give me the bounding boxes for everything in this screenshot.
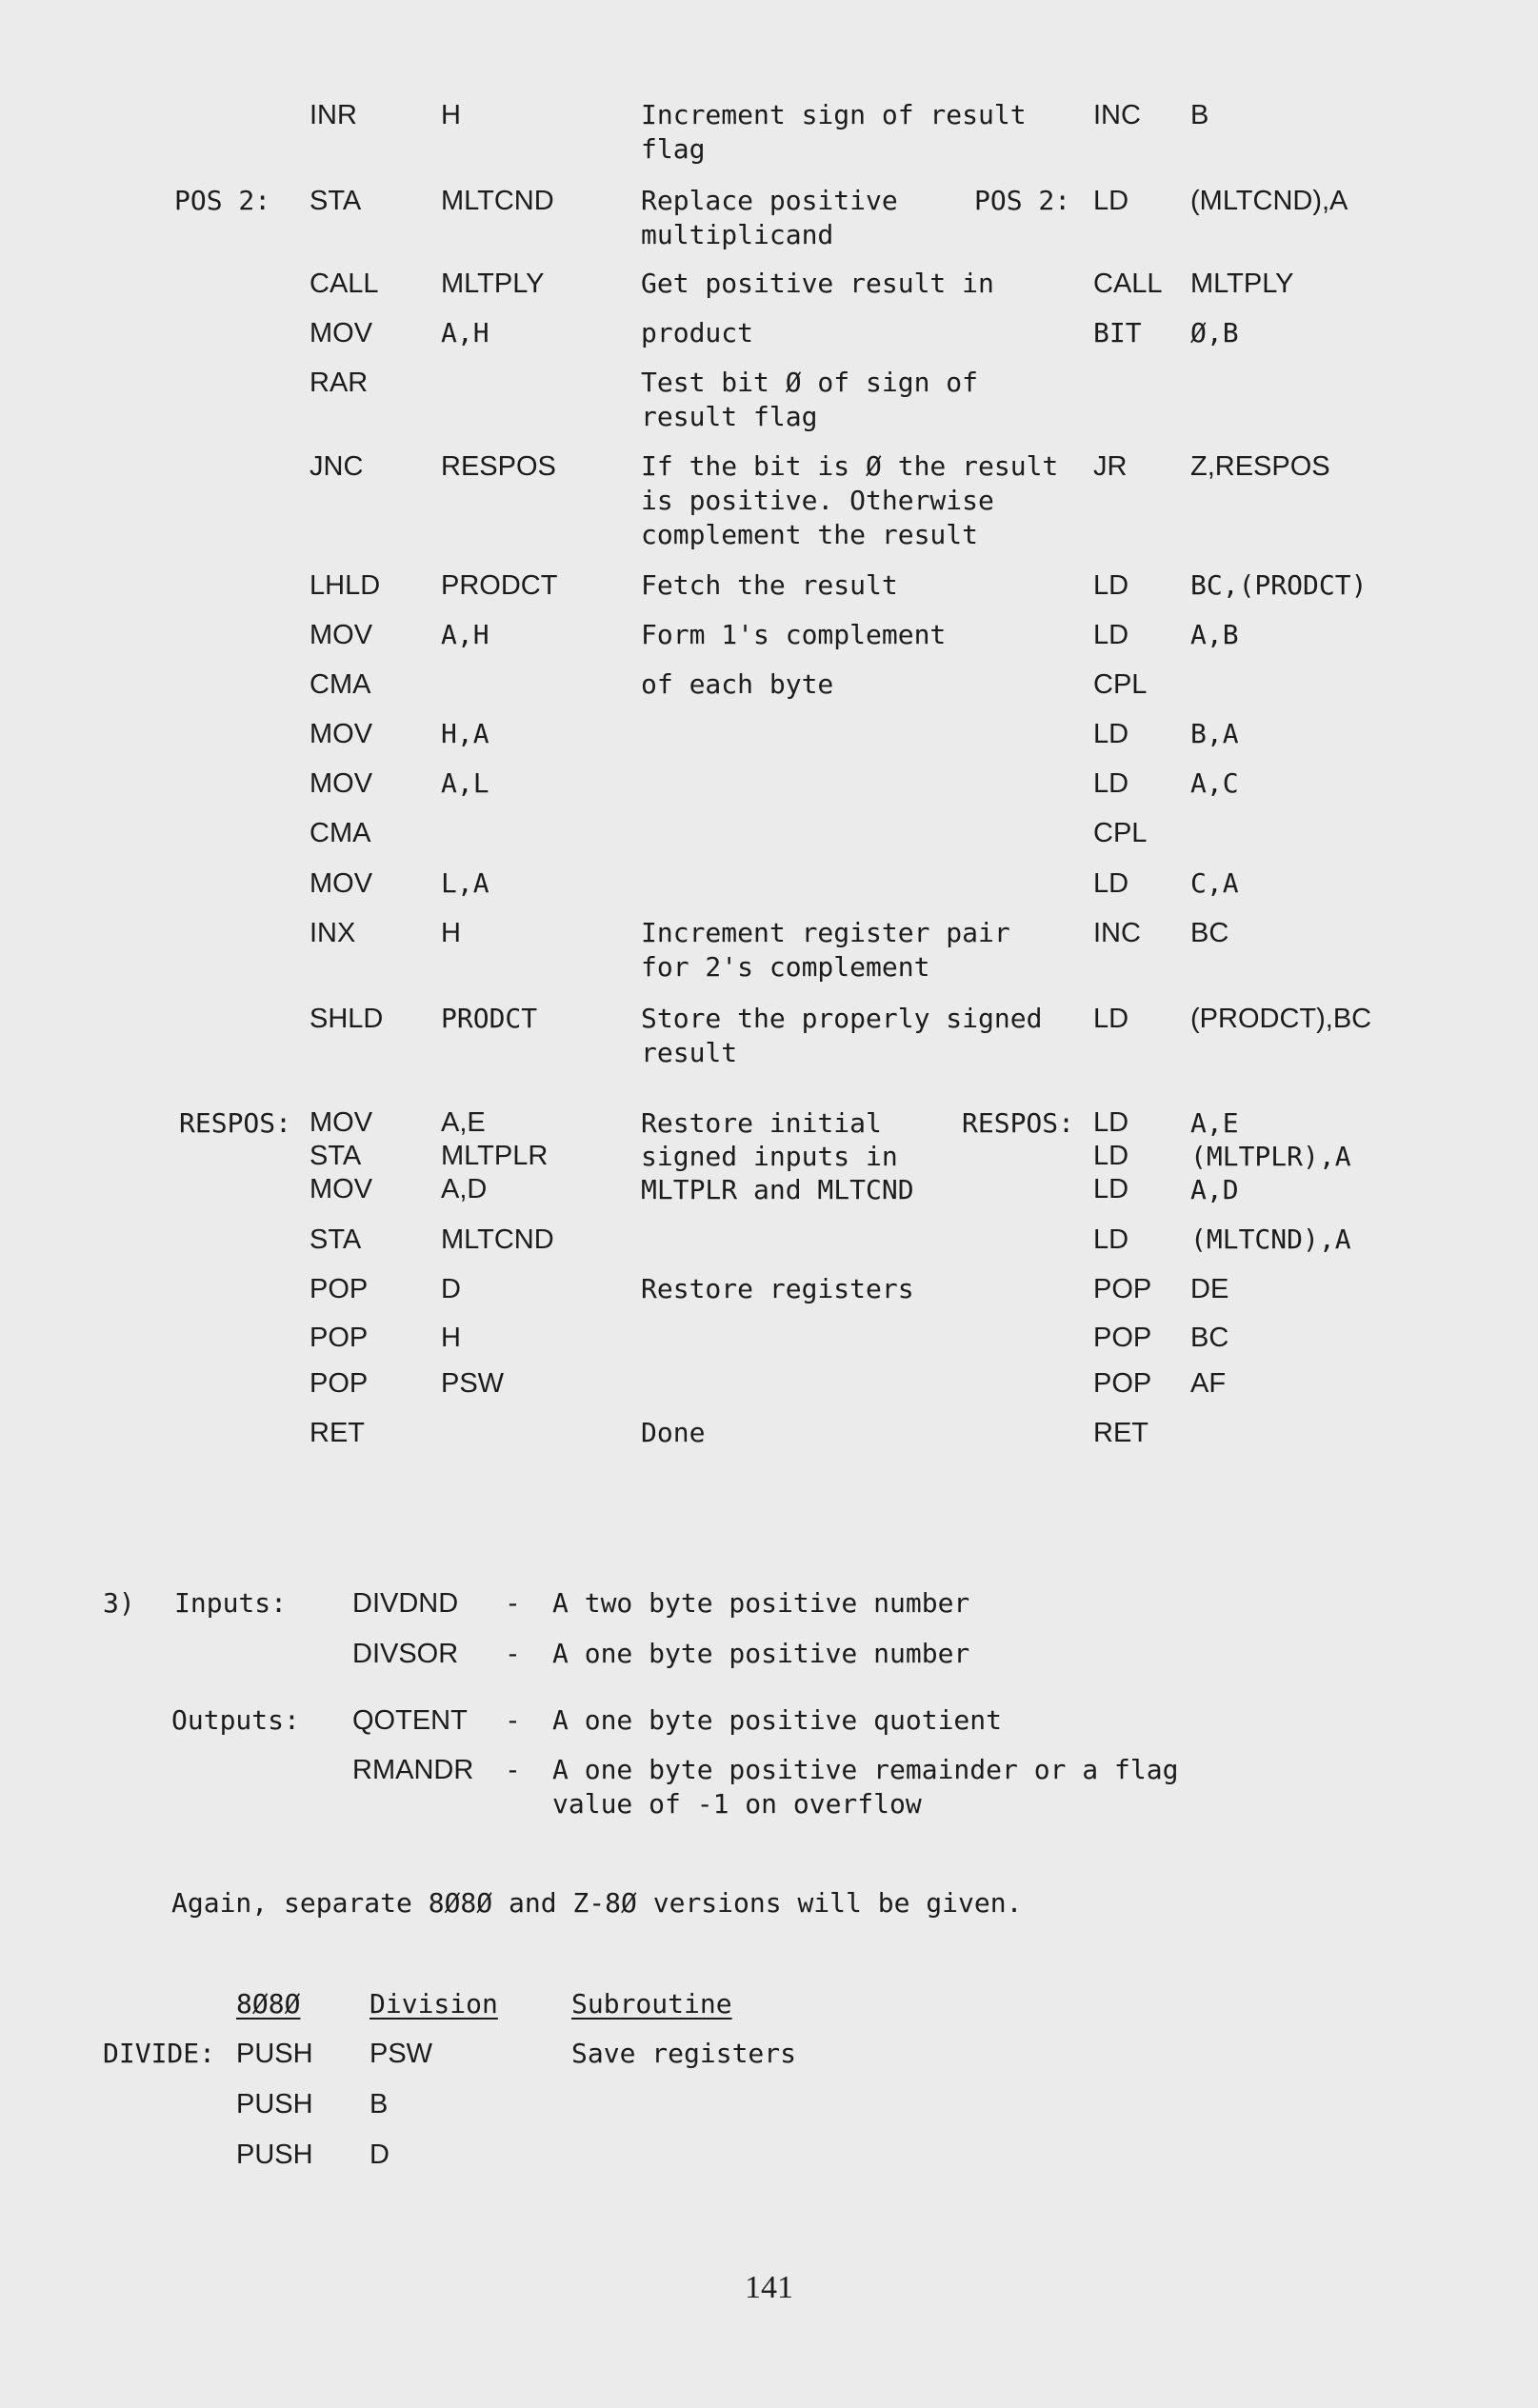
comment: If the bit is Ø the result is positive. Otherwise complement the result — [641, 450, 1059, 550]
opcode-8080: PUSH — [236, 2139, 313, 2170]
operand-z80: C,A — [1190, 867, 1239, 899]
opcode-8080: MOV — [310, 318, 373, 348]
opcode-8080: STA — [310, 186, 362, 216]
opcode-z80: POP — [1093, 1274, 1152, 1304]
operand-8080: A,E MLTPLR A,D — [441, 1107, 549, 1204]
label-8080: POS 2: — [174, 185, 271, 216]
opcode-z80: CALL — [1093, 269, 1163, 299]
operand-z80: (MLTCND),A — [1190, 1224, 1351, 1255]
comment: Store the properly signed result — [641, 1003, 1043, 1068]
listing-row — [0, 916, 1538, 992]
opcode-z80: CPL — [1093, 669, 1148, 700]
comment: Fetch the result — [641, 569, 898, 601]
listing-row — [0, 449, 1538, 550]
operand-z80: A,B — [1190, 619, 1239, 650]
opcode-z80: LD — [1093, 1224, 1129, 1255]
operand-8080: MLTCND — [441, 1224, 554, 1255]
comment: Form 1's complement — [641, 619, 947, 650]
comment: Increment register pair for 2's complement — [641, 917, 1010, 983]
opcode-z80: INC — [1093, 100, 1141, 130]
outputs-label: Outputs: — [171, 1704, 300, 1736]
opcode-8080: RAR — [310, 368, 369, 398]
operand-z80: A,C — [1190, 767, 1239, 799]
listing-row — [0, 1002, 1538, 1078]
operand-8080: PRODCT — [441, 1003, 538, 1034]
opcode-8080: PUSH — [236, 2089, 313, 2119]
opcode-8080: MOV — [310, 719, 373, 749]
operand-8080: PSW — [370, 2039, 433, 2069]
listing-row — [0, 1106, 1538, 1211]
operand-8080: MLTPLY — [441, 269, 545, 299]
comment: Restore registers — [641, 1273, 914, 1304]
operand-8080: L,A — [441, 867, 489, 899]
opcode-8080: STA — [310, 1224, 362, 1255]
label-8080: DIVIDE: — [103, 2038, 216, 2069]
operand-8080: H — [441, 100, 461, 130]
operand-z80: B,A — [1190, 718, 1239, 749]
operand-8080: RESPOS — [441, 451, 556, 482]
input-name: DIVSOR — [352, 1639, 459, 1669]
label-z80: POS 2: — [974, 185, 1071, 216]
dash: - — [505, 1638, 521, 1669]
label-z80: RESPOS: — [962, 1107, 1075, 1139]
opcode-z80: CPL — [1093, 818, 1148, 848]
opcode-z80: INC — [1093, 918, 1141, 948]
operand-z80: (PRODCT),BC — [1190, 1004, 1372, 1034]
comment: Save registers — [571, 2038, 797, 2069]
comment: of each byte — [641, 668, 834, 700]
input-name: DIVDND — [352, 1588, 459, 1619]
comment: Test bit Ø of sign of result flag — [641, 367, 979, 432]
output-description: A one byte positive remainder or a flag value of -1 on overflow — [552, 1754, 1179, 1820]
operand-8080: D — [441, 1274, 461, 1304]
comment: Get positive result in — [641, 268, 994, 299]
opcode-8080: SHLD — [310, 1004, 384, 1034]
operand-z80: DE — [1190, 1274, 1229, 1304]
dash: - — [505, 1587, 521, 1619]
dash: - — [505, 1704, 521, 1736]
operand-8080: H,A — [441, 718, 489, 749]
comment: Restore initial signed inputs in MLTPLR and MLTCND — [641, 1107, 914, 1205]
opcode-8080: POP — [310, 1323, 369, 1353]
operand-z80: A,E (MLTPLR),A A,D — [1190, 1107, 1351, 1205]
heading-subroutine: Subroutine — [571, 1988, 732, 2020]
opcode-z80: LD LD LD — [1093, 1107, 1129, 1204]
operand-z80: BC — [1190, 1323, 1229, 1353]
operand-8080: D — [370, 2139, 389, 2170]
operand-z80: Ø,B — [1190, 317, 1239, 348]
opcode-z80: LD — [1093, 186, 1129, 216]
opcode-z80: LD — [1093, 1004, 1129, 1034]
opcode-8080: CMA — [310, 818, 371, 848]
opcode-z80: JR — [1093, 451, 1128, 482]
listing-row — [0, 1416, 1538, 1492]
opcode-8080: MOV — [310, 620, 373, 650]
operand-8080: MLTCND — [441, 186, 554, 216]
opcode-8080: CMA — [310, 669, 371, 700]
heading-8080: 8Ø8Ø — [236, 1988, 301, 2020]
operand-8080: A,H — [441, 619, 489, 650]
operand-8080: A,H — [441, 317, 489, 348]
listing-row — [0, 184, 1538, 260]
operand-8080: B — [370, 2089, 389, 2119]
operand-z80: MLTPLY — [1190, 269, 1294, 299]
listing-row — [0, 98, 1538, 174]
opcode-8080: INR — [310, 100, 357, 130]
operand-z80: Z,RESPOS — [1190, 451, 1330, 482]
input-description: A two byte positive number — [552, 1587, 970, 1619]
opcode-z80: LD — [1093, 620, 1129, 650]
opcode-z80: POP — [1093, 1368, 1152, 1399]
inputs-label: Inputs: — [174, 1587, 288, 1619]
operand-8080: H — [441, 1323, 461, 1353]
opcode-z80: LD — [1093, 868, 1129, 899]
opcode-8080: RET — [310, 1418, 365, 1448]
operand-z80: (MLTCND),A — [1190, 186, 1348, 216]
opcode-8080: MOV — [310, 868, 373, 899]
output-name: RMANDR — [352, 1755, 474, 1785]
problem-number: 3) — [103, 1587, 135, 1619]
opcode-8080: JNC — [310, 451, 364, 482]
versions-note: Again, separate 8Ø8Ø and Z-8Ø versions will be given. — [171, 1887, 1023, 1919]
comment: product — [641, 317, 754, 348]
operand-8080: PSW — [441, 1368, 505, 1399]
opcode-8080: INX — [310, 918, 356, 948]
opcode-z80: LD — [1093, 719, 1129, 749]
output-description: A one byte positive quotient — [552, 1704, 1003, 1736]
dash: - — [505, 1754, 521, 1785]
opcode-z80: LD — [1093, 570, 1129, 601]
opcode-8080: MOV — [310, 768, 373, 799]
opcode-8080: CALL — [310, 269, 379, 299]
listing-row — [0, 366, 1538, 442]
opcode-8080: MOV STA MOV — [310, 1107, 373, 1204]
opcode-z80: POP — [1093, 1323, 1152, 1353]
comment: Done — [641, 1417, 706, 1448]
operand-8080: A,L — [441, 767, 489, 799]
opcode-8080: LHLD — [310, 570, 381, 601]
label-8080: RESPOS: — [179, 1107, 292, 1139]
heading-division: Division — [370, 1988, 498, 2020]
output-name: QOTENT — [352, 1705, 468, 1736]
opcode-z80: BIT — [1093, 317, 1142, 348]
operand-z80: AF — [1190, 1368, 1227, 1399]
input-description: A one byte positive number — [552, 1638, 970, 1669]
opcode-z80: RET — [1093, 1418, 1149, 1448]
page-number: 141 — [745, 2270, 793, 2305]
operand-z80: BC — [1190, 918, 1229, 948]
comment: Increment sign of result flag — [641, 99, 1027, 165]
operand-z80: B — [1190, 100, 1209, 130]
operand-8080: H — [441, 918, 461, 948]
opcode-8080: PUSH — [236, 2039, 313, 2069]
operand-8080: PRODCT — [441, 570, 558, 601]
opcode-8080: POP — [310, 1368, 369, 1399]
operand-z80: BC,(PRODCT) — [1190, 569, 1368, 601]
opcode-z80: LD — [1093, 768, 1129, 799]
opcode-8080: POP — [310, 1274, 369, 1304]
comment: Replace positive multiplicand — [641, 185, 898, 250]
